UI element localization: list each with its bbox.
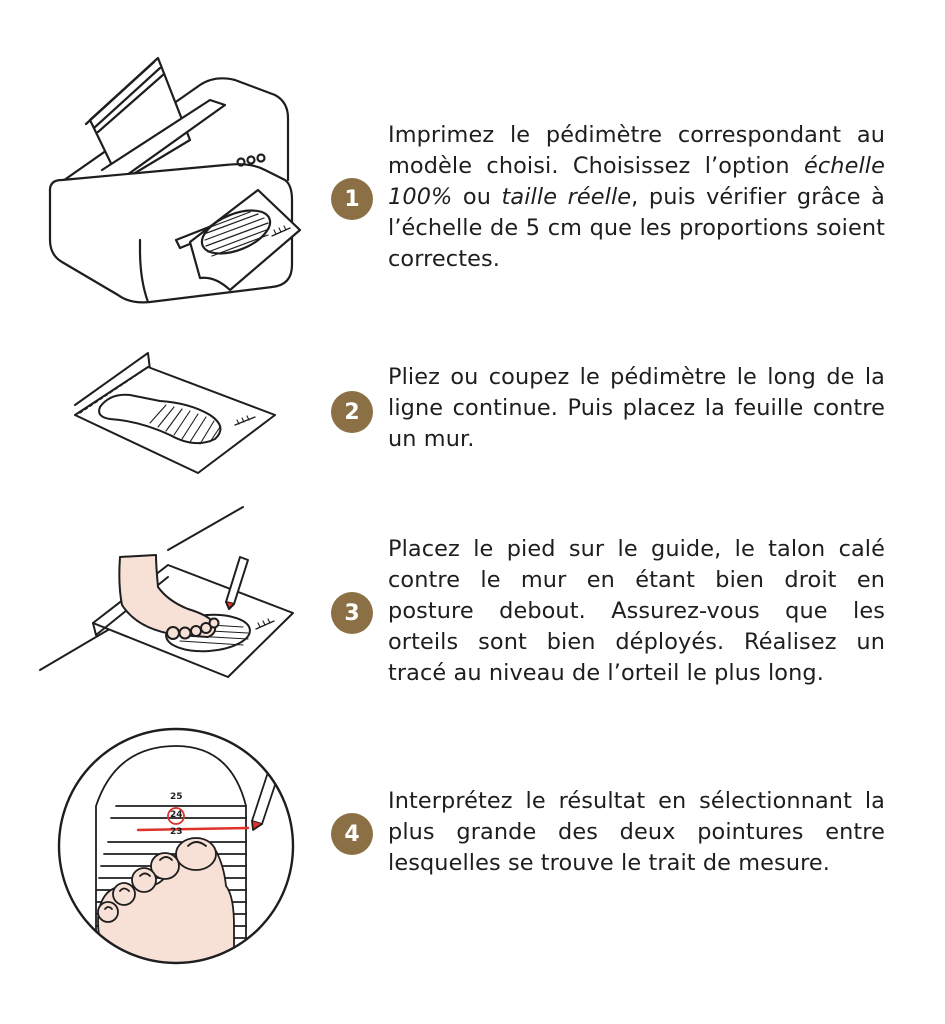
folded-sheet-icon (70, 345, 280, 475)
toes-measure-illustration (56, 726, 296, 966)
toes-measure-icon (56, 726, 296, 966)
size-label-24: 24 (170, 810, 183, 820)
step-text: Placez le pied sur le guide, le talon calé contre le mur en étant bien droit en posture debout. Assurez-vous que les orteils sont bien déployés. Réalisez un tracé au niveau de l’orteil le plus long. (388, 536, 885, 686)
size-label-25: 25 (170, 792, 183, 802)
option-scale-100: échelle 100% (388, 153, 885, 210)
option-real-size: taille réelle (501, 184, 632, 210)
step-text-part: ou (452, 184, 502, 210)
size-label-23: 23 (170, 827, 183, 837)
step-text: Interprétez le résultat en sélectionnant la plus grande des deux pointures entre lesquelles se trouve le trait de mesure. (388, 788, 885, 876)
printer-icon (40, 40, 310, 310)
step-number-badge: 1 (331, 178, 373, 220)
step-number-badge: 4 (331, 813, 373, 855)
foot-on-guide-icon (38, 505, 298, 685)
step-text: Pliez ou coupez le pédimètre le long de la ligne continue. Puis placez la feuille contre un mur. (388, 364, 885, 452)
step-text-part: , puis vérifier grâce à l’échelle de 5 cm que les proportions soient correctes. (388, 184, 885, 272)
step-number-badge: 3 (331, 592, 373, 634)
step-text-part: Imprimez le pédimètre correspondant au modèle choisi. Choisissez l’option (388, 122, 885, 179)
step-text (388, 120, 885, 275)
step-number-badge: 2 (331, 391, 373, 433)
